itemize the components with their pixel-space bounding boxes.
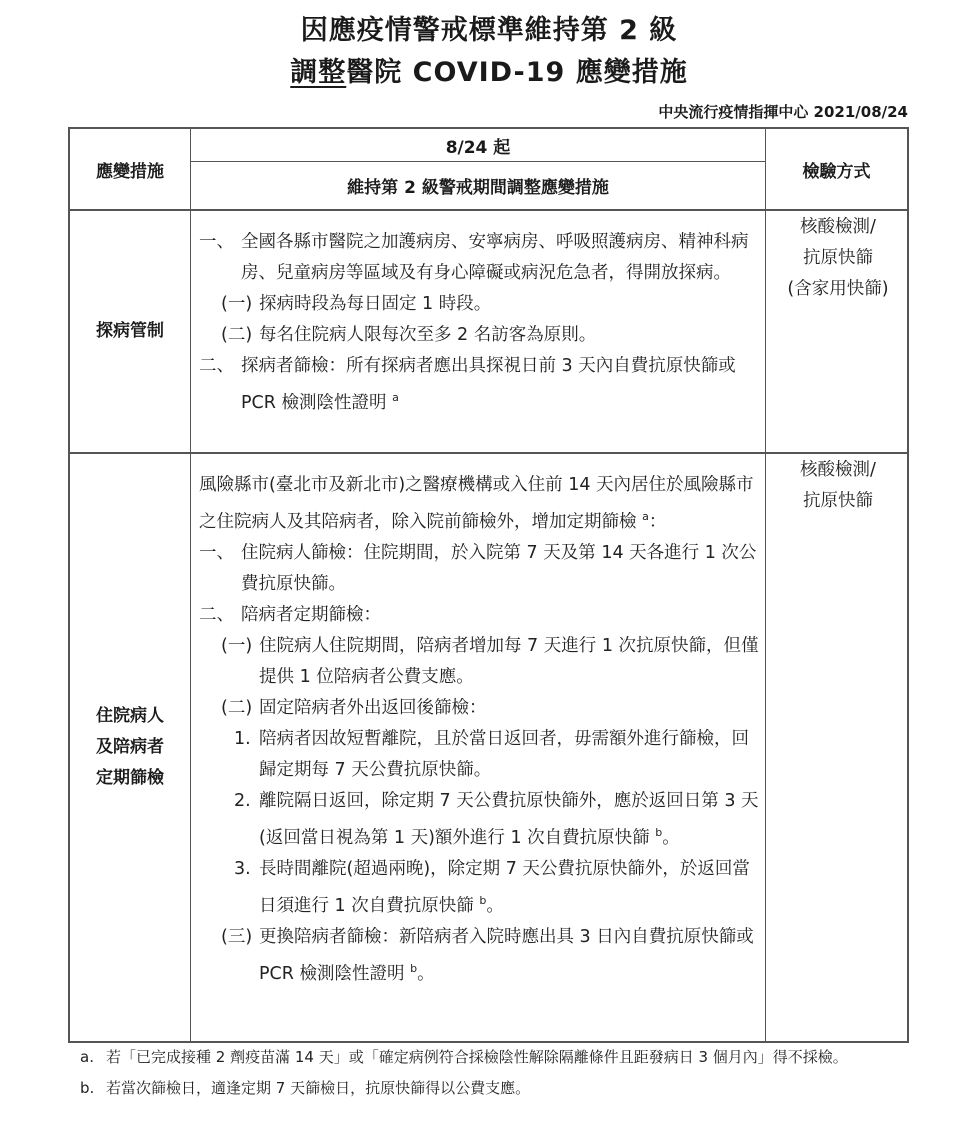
table-border-bottom xyxy=(68,1041,909,1043)
row-label-line: 住院病人 xyxy=(96,706,164,726)
table-col-divider-2 xyxy=(765,127,766,1043)
row-content-screening xyxy=(199,470,759,990)
title-underlined-word: 調整 xyxy=(290,57,347,88)
list-item: (二) 每名住院病人限每次至多 2 名訪客為原則。 xyxy=(221,325,597,345)
list-item: (二) 固定陪病者外出返回後篩檢： xyxy=(221,698,487,718)
method-visiting: 核酸檢測/ 抗原快篩 (含家用快篩) xyxy=(787,217,889,299)
footnote: a. 若「已完成接種 2 劑疫苗滿 14 天」或「確定病例符合採檢陰性解除隔離條件且距發病日 3 個月內」得不採檢。 xyxy=(80,1048,848,1066)
header-method: 檢驗方式 xyxy=(802,161,871,182)
list-item: 1. 陪病者因故短暫離院，且於當日返回者，毋需額外進行篩檢，回歸定期每 7 天公費抗原快篩。 xyxy=(234,729,749,780)
row-label-line: 及陪病者 xyxy=(96,737,164,757)
intro-paragraph: 風險縣市(臺北市及新北市)之醫療機構或入住前 14 天內居住於風險縣市之住院病人及其陪病者，除入院前篩檢外，增加定期篩檢 $^a$： xyxy=(199,475,754,532)
row-label-line: 定期篩檢 xyxy=(96,768,164,788)
row-label-screening xyxy=(70,454,190,1041)
issuer-date: 中央流行疫情指揮中心 2021/08/24 xyxy=(658,103,908,121)
row-content-visiting xyxy=(199,227,759,419)
list-item: 一、 全國各縣市醫院之加護病房、安寧病房、呼吸照護病房、精神科病房、兒童病房等區域及有身心障礙或病況危急者，得開放探病。 xyxy=(199,232,749,283)
list-item: (一) 住院病人住院期間，陪病者增加每 7 天進行 1 次抗原快篩，但僅提供 1 位陪病者公費支應。 xyxy=(221,636,759,687)
method-screening: 核酸檢測/ 抗原快篩 xyxy=(800,460,876,511)
title-rest: 醫院 COVID-19 應變措施 xyxy=(346,57,688,88)
list-item: 二、 探病者篩檢：所有探病者應出具探視日前 3 天內自費抗原快篩或 PCR 檢測陰性證明 $^a$ xyxy=(199,356,736,413)
list-item: 2. 離院隔日返回，除定期 7 天公費抗原快篩外，應於返回日第 3 天(返回當日視為第 1 天)額外進行 1 次自費抗原快篩 $^b$。 xyxy=(234,791,759,848)
table-col-divider-1 xyxy=(190,127,191,1043)
list-item: 二、 陪病者定期篩檢： xyxy=(199,605,381,625)
table-header-bottom xyxy=(68,209,909,211)
list-item: 一、 住院病人篩檢：住院期間，於入院第 7 天及第 14 天各進行 1 次公費抗原快篩。 xyxy=(199,543,757,594)
footnote-ref: a xyxy=(392,391,399,404)
footnote-ref: a xyxy=(642,510,649,523)
header-date: 8/24 起 xyxy=(445,137,511,158)
footnote-ref: b xyxy=(410,962,418,975)
footnote-ref: b xyxy=(655,826,663,839)
footnote-ref: b xyxy=(479,894,487,907)
header-measures: 應變措施 xyxy=(96,161,164,182)
footnote: b. 若當次篩檢日，適逢定期 7 天篩檢日，抗原快篩得以公費支應。 xyxy=(80,1079,531,1097)
list-item: (一) 探病時段為每日固定 1 時段。 xyxy=(221,294,492,314)
footnotes xyxy=(80,1044,910,1102)
row-label-visiting xyxy=(70,211,190,452)
list-item: 3. 長時間離院(超過兩晚)，除定期 7 天公費抗原快篩外，於返回當日須進行 1 次自費抗原快篩 $^b$。 xyxy=(234,859,750,916)
table-row-divider xyxy=(68,452,909,454)
header-subtitle: 維持第 2 級警戒期間調整應變措施 xyxy=(347,178,609,198)
row-label-line: 探病管制 xyxy=(96,321,164,341)
document-title-line2 xyxy=(0,50,978,89)
document-title-line1: 因應疫情警戒標準維持第 2 級 xyxy=(300,15,678,46)
list-item: (三) 更換陪病者篩檢：新陪病者入院時應出具 3 日內自費抗原快篩或 PCR 檢測陰性證明 $^b$。 xyxy=(221,927,754,984)
